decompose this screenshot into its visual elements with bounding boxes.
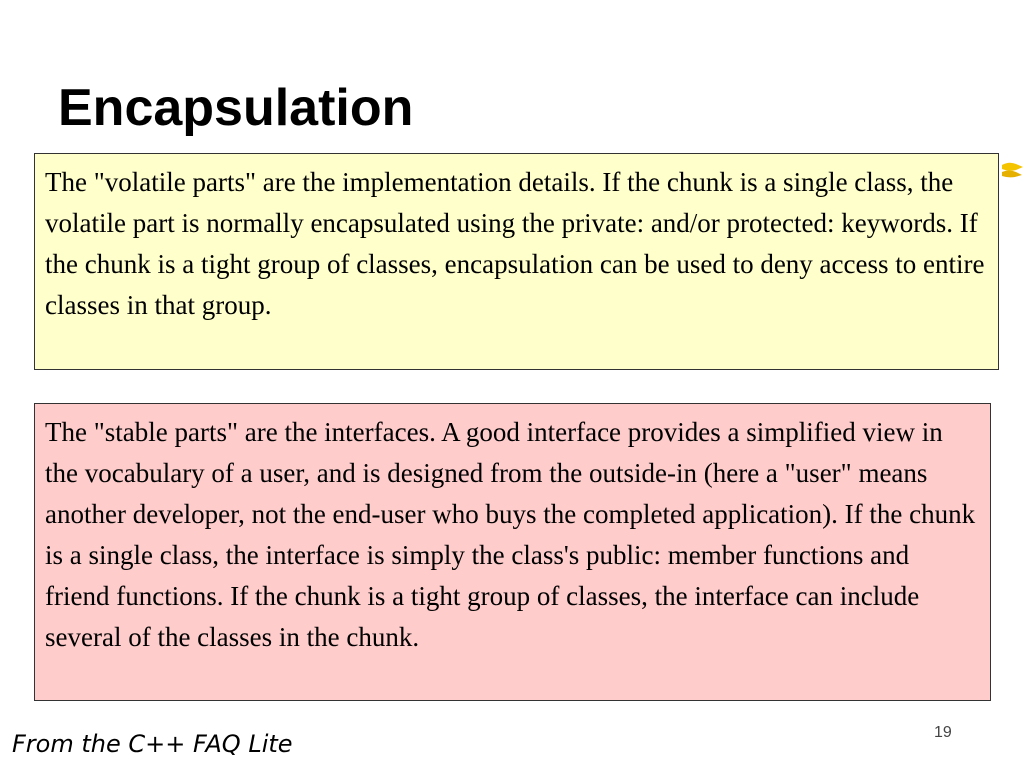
stable-parts-text: The "stable parts" are the interfaces. A good interface provides a simplified view in the vocabulary of a user, and is designed from the outside-in (here a "user" means another developer, not the end-user who buys the completed application). If the chunk is a single class, the interface is simply the class's public: member functions and friend functions. If the chunk is a tight group of classes, the interface can include several of the classes in the chunk. <box>45 417 976 652</box>
footer-credit: From the C++ FAQ Lite <box>12 730 293 758</box>
volatile-parts-text: The "volatile parts" are the implementation details. If the chunk is a single class, the volatile part is normally encapsulated using the private: and/or protected: keywords. If the chunk is a tight group of classes, encapsulation can be used to deny access to entire classes in that group. <box>45 167 985 320</box>
stable-parts-box <box>34 403 991 701</box>
volatile-parts-box <box>34 153 999 370</box>
bullet-flag-icon <box>1000 160 1024 182</box>
page-number: 19 <box>934 724 952 741</box>
slide-title: Encapsulation <box>58 79 414 137</box>
